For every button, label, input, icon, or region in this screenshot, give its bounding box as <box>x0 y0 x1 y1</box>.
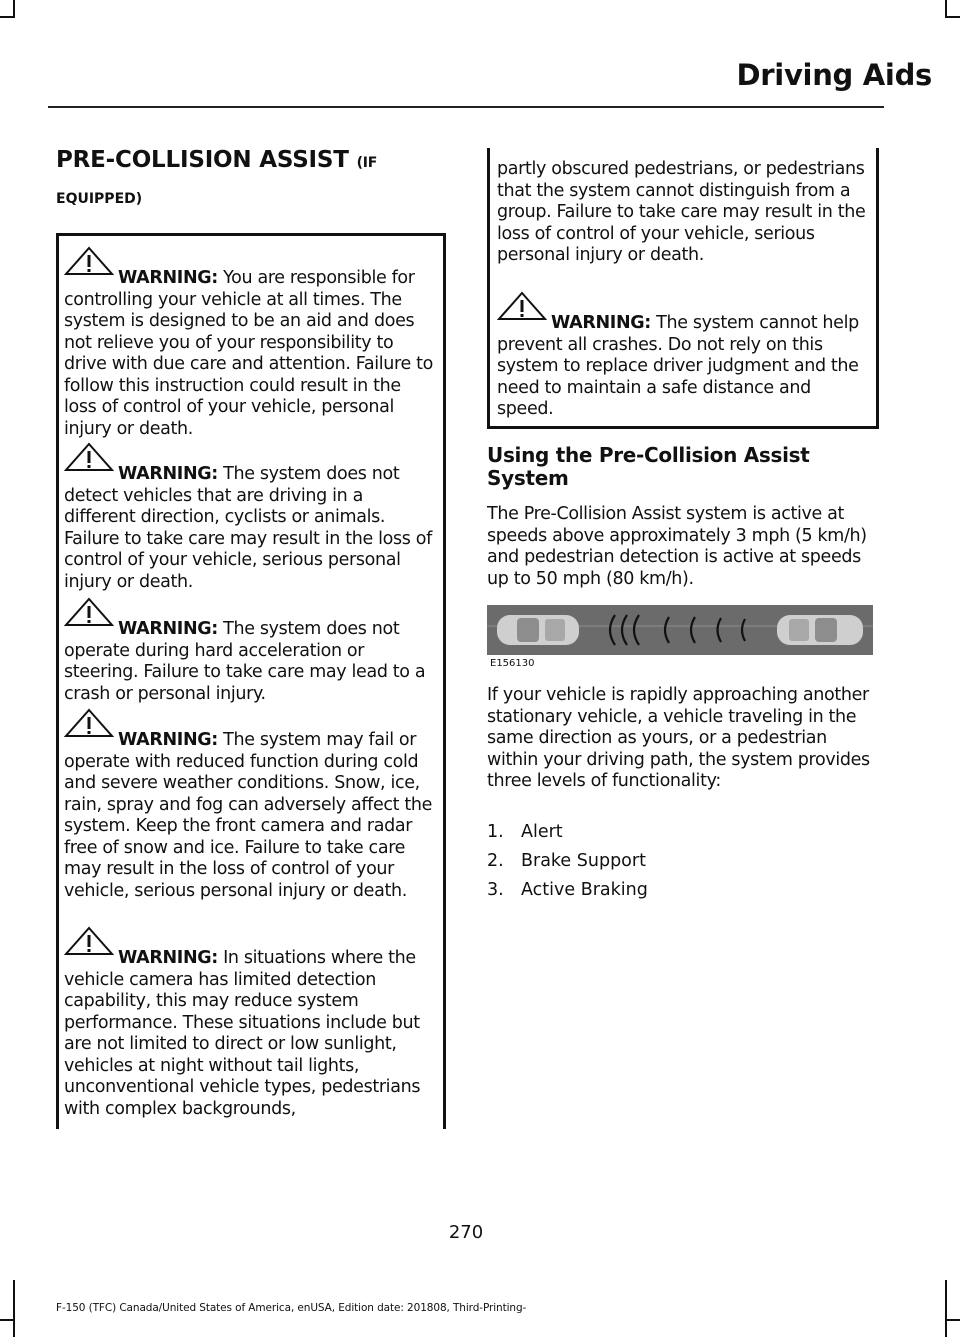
warning-5 <box>64 948 438 1120</box>
warning-label: WARNING: <box>118 619 218 639</box>
section-title <box>56 147 377 173</box>
warning-3 <box>64 619 438 705</box>
list-item <box>487 880 648 900</box>
list-text: Alert <box>521 822 563 842</box>
vehicle-icon <box>777 615 863 645</box>
pre-collision-illustration <box>487 605 873 655</box>
crop-mark <box>945 1319 960 1321</box>
warning-text: The system does not detect vehicles that are driving in a different direction, cyclists or animals. Failure to take care may result in the loss of control of your vehicle, serious personal injury or death. <box>64 464 432 592</box>
crop-mark <box>13 0 15 17</box>
list-number: 3. <box>487 880 504 900</box>
section-title-text: PRE-COLLISION ASSIST <box>56 147 349 173</box>
warning-label: WARNING: <box>118 464 218 484</box>
warning-text: The system cannot help prevent all crashes. Do not rely on this system to replace driver judgment and the need to maintain a safe distance and speed. <box>497 313 859 419</box>
figure-id: E156130 <box>490 658 535 669</box>
list-number: 1. <box>487 822 504 842</box>
warning-5-continued: partly obscured pedestrians, or pedestrians that the system cannot distinguish from a group. Failure to take care may result in the loss of control of your vehicle, serious personal injury or death. <box>497 159 866 265</box>
footer-text: F-150 (TFC) Canada/United States of America, enUSA, Edition date: 201808, Third-Printing- <box>56 1302 527 1314</box>
warning-text: In situations where the vehicle camera has limited detection capability, this may reduce system performance. These situations include but are not limited to direct or low sunlight, vehicles at night without tail lights, unconventional vehicle types, pedestrians with complex backgrounds, <box>64 948 421 1119</box>
page-header-title: Driving Aids <box>736 58 932 92</box>
crop-mark <box>0 16 15 18</box>
vehicle-icon <box>497 615 579 645</box>
subsection-title: Using the Pre-Collision Assist System <box>487 443 810 490</box>
crop-mark <box>13 1280 15 1337</box>
header-rule <box>48 106 884 108</box>
list-item <box>487 822 563 842</box>
page-number: 270 <box>448 1222 484 1243</box>
list-item <box>487 851 646 871</box>
warning-text: You are responsible for controlling your vehicle at all times. The system is designed to be an aid and does not relieve you of your responsibility to drive with due care and attention. Failure to follow this instruction could result in the loss of control of your vehicle, personal injury or death. <box>64 268 433 439</box>
crop-mark <box>0 1319 15 1321</box>
list-text: Brake Support <box>521 851 646 871</box>
warning-1 <box>64 268 438 440</box>
list-number: 2. <box>487 851 504 871</box>
warning-text: The system does not operate during hard acceleration or steering. Failure to take care may lead to a crash or personal injury. <box>64 619 426 704</box>
warning-6 <box>497 313 871 421</box>
intro-paragraph: The Pre-Collision Assist system is active at speeds above approximately 3 mph (5 km/h) and pedestrian detection is active at speeds up to 50 mph (80 km/h). <box>487 504 867 589</box>
functionality-paragraph: If your vehicle is rapidly approaching another stationary vehicle, a vehicle traveling in the same direction as yours, or a pedestrian within your driving path, the system provides three levels of functionality: <box>487 685 870 791</box>
warning-label: WARNING: <box>118 730 218 750</box>
section-title-suffix: (IF <box>356 155 378 171</box>
crop-mark <box>945 0 947 17</box>
warning-label: WARNING: <box>551 313 651 333</box>
list-text: Active Braking <box>521 880 648 900</box>
warning-label: WARNING: <box>118 268 218 288</box>
warning-2 <box>64 464 438 593</box>
section-title-continued: EQUIPPED) <box>56 191 143 207</box>
crop-mark <box>945 16 960 18</box>
crop-mark <box>945 1280 947 1337</box>
warning-text: The system may fail or operate with reduced function during cold and severe weather conditions. Snow, ice, rain, spray and fog can adversely affect the system. Keep the front camera and radar free of snow and ice. Failure to take care may result in the loss of control of your vehicle, serious personal injury or death. <box>64 730 433 901</box>
warning-4 <box>64 730 438 902</box>
warning-label: WARNING: <box>118 948 218 968</box>
